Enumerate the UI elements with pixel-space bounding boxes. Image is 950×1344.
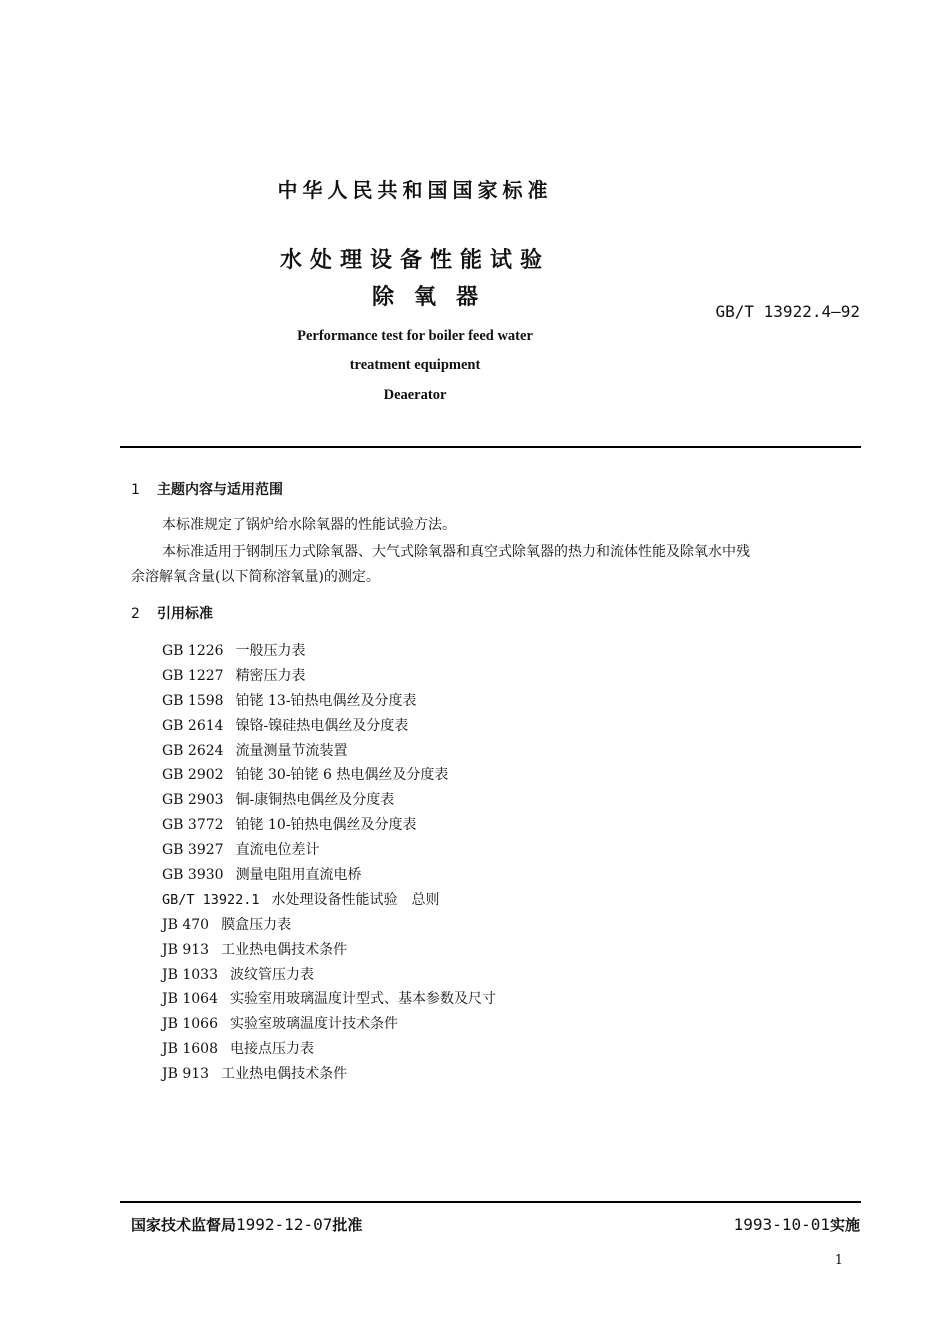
- reference-item: [162, 813, 496, 838]
- section-1-heading: [131, 479, 283, 499]
- reference-code: JB 1064: [162, 991, 218, 1008]
- reference-item: [162, 913, 496, 938]
- approval-suffix: 批准: [332, 1216, 363, 1234]
- effective-line: [734, 1214, 860, 1235]
- reference-name: 精密压力表: [235, 667, 306, 684]
- reference-item: [162, 714, 496, 739]
- reference-name: 铂铑 10-铂热电偶丝及分度表: [235, 817, 417, 834]
- section-2-heading: [131, 603, 213, 623]
- reference-name: 实验室玻璃温度计技术条件: [229, 1016, 398, 1033]
- title-en-line2: treatment equipment: [349, 357, 481, 373]
- reference-item: [162, 963, 496, 988]
- reference-name: 铜-康铜热电偶丝及分度表: [235, 792, 395, 809]
- effective-suffix: 实施: [829, 1216, 860, 1234]
- reference-name: 镍铬-镍硅热电偶丝及分度表: [235, 717, 409, 734]
- reference-item: [162, 838, 496, 863]
- reference-code: JB 1066: [162, 1016, 218, 1033]
- reference-name: 流量测量节流装置: [235, 742, 348, 759]
- section-1-number: 1: [131, 482, 140, 498]
- section-2-title: 引用标准: [157, 606, 213, 622]
- reference-code: GB 3772: [162, 817, 224, 834]
- reference-name: 铂铑 13-铂热电偶丝及分度表: [235, 692, 417, 709]
- reference-item: [162, 987, 496, 1012]
- reference-name: 波纹管压力表: [229, 966, 314, 983]
- reference-code: JB 913: [162, 941, 210, 958]
- reference-name: 电接点压力表: [229, 1041, 314, 1058]
- section-1-paragraph-2-line1: 本标准适用于钢制压力式除氧器、大气式除氧器和真空式除氧器的热力和流体性能及除氧水中残: [162, 544, 750, 560]
- reference-code: JB 470: [162, 916, 210, 933]
- reference-code: GB 1227: [162, 667, 224, 684]
- reference-name: 工业热电偶技术条件: [221, 1066, 348, 1083]
- approval-line: [131, 1214, 362, 1235]
- reference-list: [162, 639, 496, 1087]
- reference-code: GB/T 13922.1: [162, 891, 260, 908]
- reference-item: [162, 639, 496, 664]
- reference-code: JB 1033: [162, 966, 218, 983]
- reference-code: GB 3930: [162, 867, 224, 884]
- reference-name: 膜盒压力表: [221, 916, 292, 933]
- section-1-paragraph-2-line2: 余溶解氧含量(以下简称溶氧量)的测定。: [131, 569, 380, 585]
- reference-name: 测量电阻用直流电桥: [235, 867, 362, 884]
- title-zh-line2: 除氧器: [371, 285, 498, 310]
- approval-date: 1992-12-07: [236, 1215, 333, 1234]
- effective-date: 1993-10-01: [733, 1215, 830, 1234]
- reference-code: JB 1608: [162, 1041, 218, 1058]
- reference-item: [162, 938, 496, 963]
- section-1-paragraph-1: 本标准规定了锅炉给水除氧器的性能试验方法。: [162, 517, 456, 533]
- reference-code: GB 1226: [162, 643, 224, 659]
- reference-item: [162, 739, 496, 764]
- header-divider: [120, 446, 861, 448]
- reference-item: [162, 888, 496, 913]
- issuer: 国家技术监督局: [131, 1216, 237, 1234]
- reference-name: 铂铑 30-铂铑 6 热电偶丝及分度表: [235, 767, 449, 784]
- reference-code: JB 913: [162, 1066, 210, 1083]
- reference-name: 实验室用玻璃温度计型式、基本参数及尺寸: [229, 991, 496, 1008]
- title-en-line1: Performance test for boiler feed water: [297, 328, 533, 344]
- section-2-number: 2: [131, 606, 140, 622]
- reference-item: [162, 1062, 496, 1087]
- reference-item: [162, 664, 496, 689]
- reference-code: GB 2903: [162, 792, 224, 809]
- reference-code: GB 3927: [162, 842, 224, 859]
- standard-number: GB/T 13922.4—92: [715, 302, 860, 321]
- reference-item: [162, 763, 496, 788]
- reference-item: [162, 1037, 496, 1062]
- footer-divider: [120, 1201, 861, 1203]
- reference-name: 一般压力表: [235, 643, 306, 659]
- section-1-title: 主题内容与适用范围: [157, 482, 283, 498]
- title-en-line3: Deaerator: [383, 387, 447, 403]
- reference-code: GB 2624: [162, 742, 224, 759]
- reference-item: [162, 788, 496, 813]
- reference-name: 工业热电偶技术条件: [221, 941, 348, 958]
- reference-item: [162, 863, 496, 888]
- reference-item: [162, 1012, 496, 1037]
- reference-code: GB 2902: [162, 767, 224, 784]
- national-standard-heading: 中华人民共和国国家标准: [277, 178, 553, 202]
- reference-name: 水处理设备性能试验 总则: [271, 891, 440, 908]
- reference-code: GB 1598: [162, 692, 224, 709]
- page-number: 1: [834, 1253, 843, 1268]
- reference-name: 直流电位差计: [235, 842, 320, 859]
- reference-code: GB 2614: [162, 717, 224, 734]
- title-zh-line1: 水处理设备性能试验: [279, 248, 550, 273]
- reference-item: [162, 689, 496, 714]
